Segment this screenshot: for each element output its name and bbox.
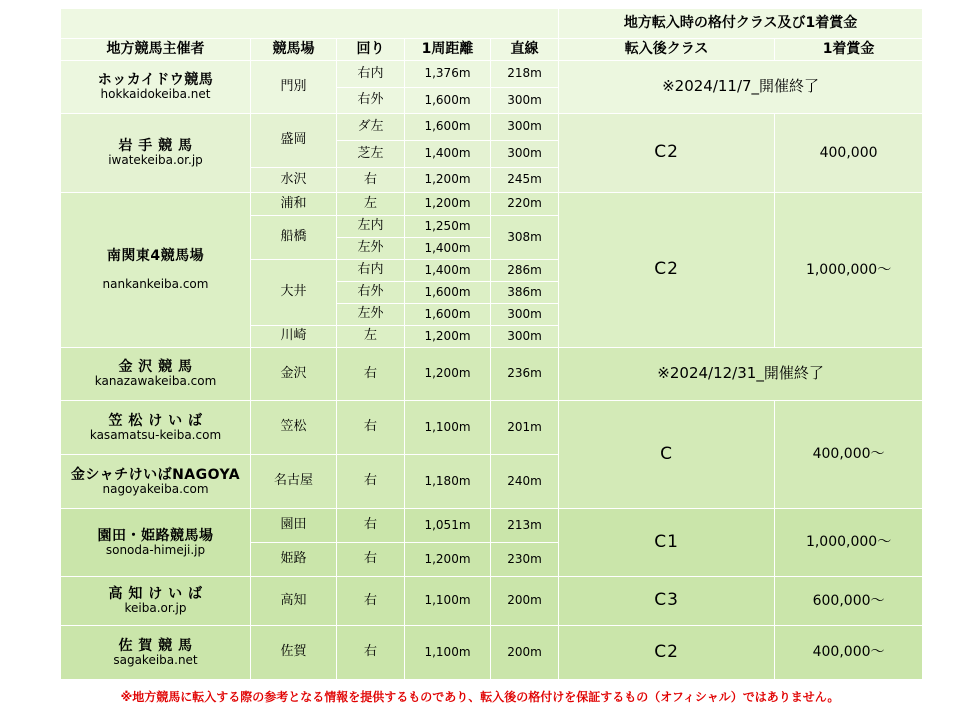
track-name: 名古屋 bbox=[251, 455, 337, 509]
organizer-website: hokkaidokeiba.net bbox=[100, 87, 211, 102]
prize-cell: 1,000,000～ bbox=[775, 193, 923, 348]
straight-cell: 201m bbox=[491, 401, 559, 455]
distance-cell: 1,200m bbox=[405, 543, 491, 577]
direction-cell: 右内 bbox=[337, 61, 405, 88]
class-cell: C2 bbox=[559, 114, 775, 193]
column-header-class: 転入後クラス bbox=[559, 39, 775, 61]
distance-cell: 1,100m bbox=[405, 577, 491, 626]
direction-cell: 右内 bbox=[337, 260, 405, 282]
direction-cell: 左 bbox=[337, 193, 405, 216]
organizer-name: 金 沢 競 馬 bbox=[118, 359, 193, 376]
direction-cell: 左内 bbox=[337, 216, 405, 238]
straight-cell: 200m bbox=[491, 577, 559, 626]
distance-cell: 1,400m bbox=[405, 260, 491, 282]
organizer-website: kanazawakeiba.com bbox=[94, 374, 217, 389]
direction-cell: 右 bbox=[337, 168, 405, 193]
column-header-distance: 1周距離 bbox=[405, 39, 491, 61]
distance-cell: 1,376m bbox=[405, 61, 491, 88]
straight-cell: 240m bbox=[491, 455, 559, 509]
organizer-saga bbox=[61, 626, 251, 680]
straight-cell: 286m bbox=[491, 260, 559, 282]
table-row bbox=[61, 626, 923, 680]
distance-cell: 1,400m bbox=[405, 238, 491, 260]
straight-cell: 245m bbox=[491, 168, 559, 193]
distance-cell: 1,200m bbox=[405, 348, 491, 401]
organizer-name: 佐 賀 競 馬 bbox=[118, 637, 193, 654]
distance-cell: 1,600m bbox=[405, 114, 491, 141]
distance-cell: 1,100m bbox=[405, 401, 491, 455]
distance-cell: 1,200m bbox=[405, 193, 491, 216]
straight-cell: 300m bbox=[491, 141, 559, 168]
organizer-kochi bbox=[61, 577, 251, 626]
straight-cell: 300m bbox=[491, 114, 559, 141]
direction-cell: 右外 bbox=[337, 282, 405, 304]
track-name: 金沢 bbox=[251, 348, 337, 401]
organizer-name: 岩 手 競 馬 bbox=[118, 138, 193, 155]
straight-cell: 230m bbox=[491, 543, 559, 577]
organizer-website: iwatekeiba.or.jp bbox=[108, 153, 203, 168]
direction-cell: 右 bbox=[337, 455, 405, 509]
organizer-website: sagakeiba.net bbox=[113, 652, 198, 667]
straight-cell: 300m bbox=[491, 304, 559, 326]
organizer-website: kasamatsu-keiba.com bbox=[89, 427, 222, 442]
organizer-name: 金シャチけいばNAGOYA bbox=[70, 466, 241, 483]
direction-cell: 左外 bbox=[337, 304, 405, 326]
organizer-website: sonoda-himeji.jp bbox=[105, 542, 206, 557]
table-row bbox=[61, 193, 923, 216]
closure-status: ※2024/11/7_開催終了 bbox=[559, 61, 923, 114]
direction-cell: 右 bbox=[337, 543, 405, 577]
direction-cell: 右 bbox=[337, 401, 405, 455]
distance-cell: 1,600m bbox=[405, 282, 491, 304]
organizer-website: keiba.or.jp bbox=[124, 601, 187, 616]
distance-cell: 1,400m bbox=[405, 141, 491, 168]
track-name: 川崎 bbox=[251, 326, 337, 348]
header-group-title: 地方転入時の格付クラス及び1着賞金 bbox=[559, 9, 923, 39]
class-cell: C2 bbox=[559, 193, 775, 348]
distance-cell: 1,600m bbox=[405, 88, 491, 114]
prize-cell: 400,000～ bbox=[775, 626, 923, 680]
disclaimer-footnote: ※地方競馬に転入する際の参考となる情報を提供するものであり、転入後の格付けを保証するもの（オフィシャル）ではありません。 bbox=[120, 690, 840, 704]
distance-cell: 1,051m bbox=[405, 509, 491, 543]
organizer-name: ホッカイドウ競馬 bbox=[97, 72, 214, 89]
organizer-name: 高 知 け い ば bbox=[108, 586, 203, 603]
table-row bbox=[61, 509, 923, 543]
organizer-nagoya bbox=[61, 455, 251, 509]
distance-cell: 1,200m bbox=[405, 168, 491, 193]
prize-cell: 600,000～ bbox=[775, 577, 923, 626]
direction-cell: 右 bbox=[337, 348, 405, 401]
organizer-name: 園田・姫路競馬場 bbox=[97, 527, 214, 544]
class-cell: C bbox=[559, 401, 775, 509]
organizer-website: nagoyakeiba.com bbox=[102, 481, 209, 496]
class-cell: C3 bbox=[559, 577, 775, 626]
organizer-hyogo bbox=[61, 509, 251, 577]
direction-cell: ダ左 bbox=[337, 114, 405, 141]
track-name: 園田 bbox=[251, 509, 337, 543]
column-header-straight: 直線 bbox=[491, 39, 559, 61]
prize-cell: 1,000,000～ bbox=[775, 509, 923, 577]
direction-cell: 芝左 bbox=[337, 141, 405, 168]
straight-cell: 386m bbox=[491, 282, 559, 304]
organizer-name: 笠 松 け い ば bbox=[108, 412, 203, 429]
class-cell: C1 bbox=[559, 509, 775, 577]
distance-cell: 1,600m bbox=[405, 304, 491, 326]
distance-cell: 1,100m bbox=[405, 626, 491, 680]
distance-cell: 1,250m bbox=[405, 216, 491, 238]
track-name: 船橋 bbox=[251, 216, 337, 260]
table-row bbox=[61, 348, 923, 401]
prize-cell: 400,000 bbox=[775, 114, 923, 193]
organizer-kasamatsu bbox=[61, 401, 251, 455]
direction-cell: 右 bbox=[337, 626, 405, 680]
racecourse-table bbox=[60, 8, 923, 680]
track-name: 大井 bbox=[251, 260, 337, 326]
organizer-website: nankankeiba.com bbox=[102, 277, 209, 292]
track-name: 高知 bbox=[251, 577, 337, 626]
direction-cell: 左外 bbox=[337, 238, 405, 260]
track-name: 門別 bbox=[251, 61, 337, 114]
straight-cell: 213m bbox=[491, 509, 559, 543]
table-row bbox=[61, 114, 923, 141]
column-header-prize: 1着賞金 bbox=[775, 39, 923, 61]
track-name: 浦和 bbox=[251, 193, 337, 216]
distance-cell: 1,180m bbox=[405, 455, 491, 509]
closure-status: ※2024/12/31_開催終了 bbox=[559, 348, 923, 401]
straight-cell: 236m bbox=[491, 348, 559, 401]
organizer-iwate bbox=[61, 114, 251, 193]
table-row bbox=[61, 61, 923, 88]
organizer-kanazawa bbox=[61, 348, 251, 401]
straight-cell: 218m bbox=[491, 61, 559, 88]
direction-cell: 右 bbox=[337, 577, 405, 626]
header-columns-row bbox=[61, 39, 923, 61]
direction-cell: 右外 bbox=[337, 88, 405, 114]
organizer-hokkaido bbox=[61, 61, 251, 114]
column-header-track: 競馬場 bbox=[251, 39, 337, 61]
track-name: 笠松 bbox=[251, 401, 337, 455]
straight-cell: 300m bbox=[491, 326, 559, 348]
straight-cell: 220m bbox=[491, 193, 559, 216]
track-name: 姫路 bbox=[251, 543, 337, 577]
distance-cell: 1,200m bbox=[405, 326, 491, 348]
class-cell: C2 bbox=[559, 626, 775, 680]
table-row bbox=[61, 401, 923, 455]
column-header-organizer: 地方競馬主催者 bbox=[61, 39, 251, 61]
prize-cell: 400,000～ bbox=[775, 401, 923, 509]
straight-cell: 308m bbox=[491, 216, 559, 260]
straight-cell: 200m bbox=[491, 626, 559, 680]
track-name: 水沢 bbox=[251, 168, 337, 193]
organizer-minamikanto bbox=[61, 193, 251, 348]
direction-cell: 左 bbox=[337, 326, 405, 348]
organizer-name: 南関東4競馬場 bbox=[106, 248, 205, 265]
track-name: 盛岡 bbox=[251, 114, 337, 168]
table-row bbox=[61, 577, 923, 626]
track-name: 佐賀 bbox=[251, 626, 337, 680]
direction-cell: 右 bbox=[337, 509, 405, 543]
header-blank-cell bbox=[61, 9, 559, 39]
straight-cell: 300m bbox=[491, 88, 559, 114]
header-group-row bbox=[61, 9, 923, 39]
column-header-direction: 回り bbox=[337, 39, 405, 61]
